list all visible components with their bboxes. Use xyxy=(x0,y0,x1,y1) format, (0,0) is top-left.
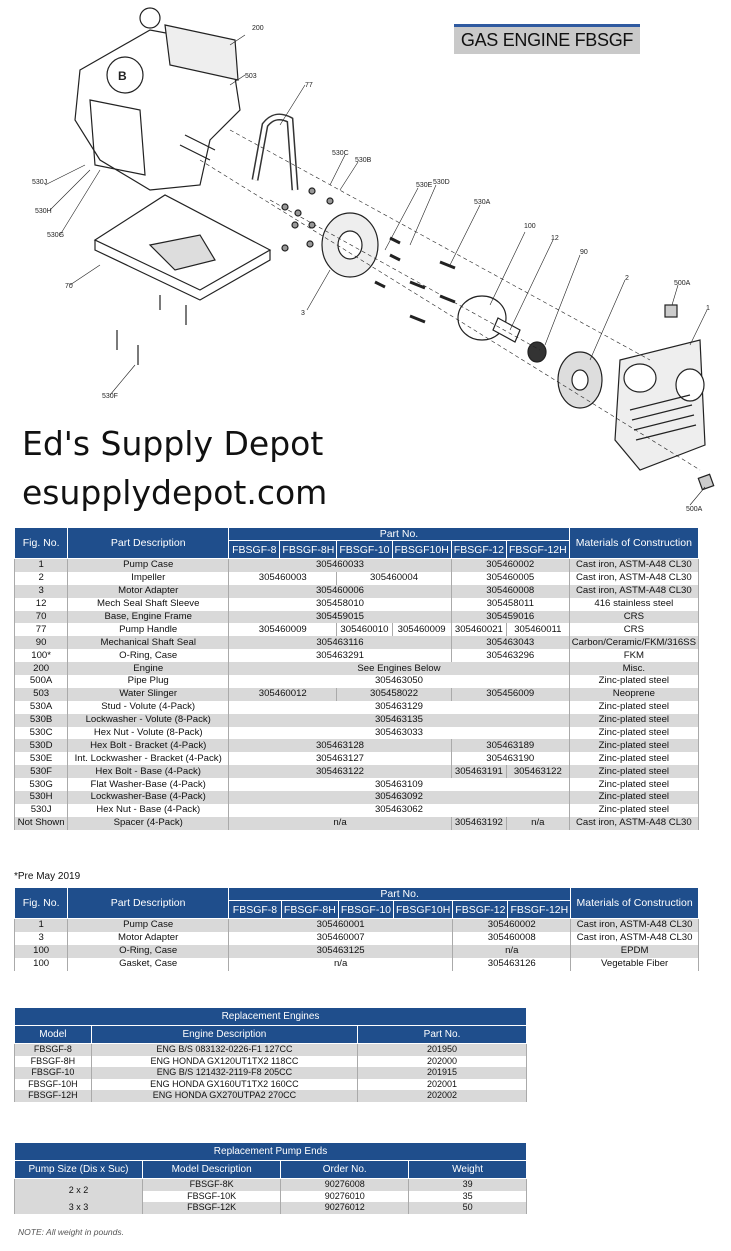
table-row xyxy=(15,623,699,636)
part-no-cell: 305456009 xyxy=(451,688,569,701)
part-no-cell: 305460008 xyxy=(451,585,569,598)
diagram-label: 530B xyxy=(355,157,372,164)
engine-cell: ENG HONDA GX270UTPA2 270CC xyxy=(91,1090,357,1102)
engines-column-header: Model xyxy=(15,1026,92,1044)
engines-column-header: Engine Description xyxy=(91,1026,357,1044)
part-no-cell: n/a xyxy=(229,958,453,971)
table-row xyxy=(15,752,699,765)
fig-no-cell: Not Shown xyxy=(15,817,68,830)
pump-size-cell: 2 x 2 xyxy=(15,1179,143,1203)
fig-no-cell: 90 xyxy=(15,636,68,649)
model-column-header: FBSGF-8H xyxy=(281,901,338,919)
part-description-cell: Base, Engine Frame xyxy=(68,611,229,624)
part-no-cell: 305463129 xyxy=(229,701,570,714)
part-description-cell: O-Ring, Case xyxy=(68,649,229,662)
part-no-cell: 305463291 xyxy=(229,649,452,662)
part-description-cell: Lockwasher - Volute (8-Pack) xyxy=(68,714,229,727)
table-row xyxy=(15,958,699,971)
table-row xyxy=(15,1079,527,1091)
part-description-cell: Water Slinger xyxy=(68,688,229,701)
part-description-header: Part Description xyxy=(68,888,229,919)
part-no-cell: 305460012 xyxy=(229,688,337,701)
part-no-cell: 305463050 xyxy=(229,675,570,688)
diagram-label: 77 xyxy=(305,82,313,89)
fig-no-cell: 2 xyxy=(15,572,68,585)
part-description-cell: Pump Handle xyxy=(68,623,229,636)
part-no-cell: 305460011 xyxy=(506,623,569,636)
material-cell: 416 stainless steel xyxy=(569,598,698,611)
engine-cell: 202001 xyxy=(358,1079,527,1091)
diagram-label: 200 xyxy=(252,25,264,32)
materials-header: Materials of Construction xyxy=(571,888,699,919)
pump-end-cell: 39 xyxy=(409,1179,527,1191)
parts-table xyxy=(14,527,699,830)
table-row xyxy=(15,1090,527,1102)
part-no-cell: 305463125 xyxy=(229,945,453,958)
pump-end-cell: 35 xyxy=(409,1191,527,1203)
part-no-cell: 305460003 xyxy=(229,572,337,585)
engine-cell: FBSGF-8H xyxy=(15,1056,92,1068)
diagram-label: 530J xyxy=(32,179,48,186)
part-no-cell: 305463033 xyxy=(229,727,570,740)
part-description-cell: Hex Bolt - Base (4-Pack) xyxy=(68,765,229,778)
table-row xyxy=(15,714,699,727)
part-no-cell: 305460002 xyxy=(451,559,569,572)
material-cell: Misc. xyxy=(569,662,698,675)
table-row xyxy=(15,919,699,932)
table-row xyxy=(15,1056,527,1068)
part-no-cell: n/a xyxy=(453,945,571,958)
fig-no-cell: 12 xyxy=(15,598,68,611)
table-row xyxy=(15,791,699,804)
part-no-cell: 305460021 xyxy=(451,623,506,636)
table-row xyxy=(15,765,699,778)
material-cell: Cast iron, ASTM-A48 CL30 xyxy=(569,585,698,598)
replacement-engines-table xyxy=(14,1007,527,1102)
material-cell: Zinc-plated steel xyxy=(569,791,698,804)
material-cell: Cast iron, ASTM-A48 CL30 xyxy=(569,572,698,585)
fig-no-cell: 530E xyxy=(15,752,68,765)
material-cell: CRS xyxy=(569,611,698,624)
part-description-cell: Motor Adapter xyxy=(68,585,229,598)
part-no-cell: 305460010 xyxy=(337,623,392,636)
part-no-cell: 305463191 xyxy=(451,765,506,778)
part-no-cell: 305463189 xyxy=(451,739,569,752)
svg-text:B: B xyxy=(118,69,127,83)
part-no-cell: See Engines Below xyxy=(229,662,570,675)
model-column-header: FBSGF-10 xyxy=(338,901,393,919)
part-no-cell: n/a xyxy=(506,817,569,830)
part-no-cell: 305458010 xyxy=(229,598,452,611)
table-row xyxy=(15,585,699,598)
table-row xyxy=(15,778,699,791)
material-cell: Neoprene xyxy=(569,688,698,701)
engine-cell: ENG B/S 121432-2119-F8 205CC xyxy=(91,1067,357,1079)
material-cell: Zinc-plated steel xyxy=(569,675,698,688)
material-cell: Zinc-plated steel xyxy=(569,778,698,791)
table-row xyxy=(15,1067,527,1079)
material-cell: Zinc-plated steel xyxy=(569,804,698,817)
part-no-cell: 305460008 xyxy=(453,932,571,945)
pump-end-cell: 90276010 xyxy=(281,1191,409,1203)
material-cell: Zinc-plated steel xyxy=(569,727,698,740)
engine-cell: 201950 xyxy=(358,1044,527,1056)
diagram-label: 530A xyxy=(474,199,491,206)
model-column-header: FBSGF10H xyxy=(392,541,451,559)
diagram-label: 530C xyxy=(332,150,349,157)
fig-no-cell: 530J xyxy=(15,804,68,817)
fig-no-cell: 530H xyxy=(15,791,68,804)
model-column-header: FBSGF-12H xyxy=(508,901,571,919)
fig-no-cell: 100* xyxy=(15,649,68,662)
diagram-label: 500A xyxy=(674,280,691,287)
material-cell: Cast iron, ASTM-A48 CL30 xyxy=(571,932,699,945)
part-no-cell: 305458022 xyxy=(337,688,451,701)
part-no-cell: 305460007 xyxy=(229,932,453,945)
part-description-cell: Pump Case xyxy=(68,559,229,572)
model-column-header: FBSGF-12H xyxy=(506,541,569,559)
part-description-cell: Hex Nut - Base (4-Pack) xyxy=(68,804,229,817)
pre-2019-parts-table xyxy=(14,887,699,971)
diagram-label: 100 xyxy=(524,223,536,230)
pump-ends-column-header: Model Description xyxy=(143,1161,281,1179)
table-row xyxy=(15,1179,527,1191)
engines-caption: Replacement Engines xyxy=(15,1008,527,1026)
pump-end-cell: FBSGF-8K xyxy=(143,1179,281,1191)
replacement-pump-ends-table xyxy=(14,1142,527,1214)
part-no-cell: 305463109 xyxy=(229,778,570,791)
material-cell: Carbon/Ceramic/FKM/316SS xyxy=(569,636,698,649)
engine-cell: ENG HONDA GX160UT1TX2 160CC xyxy=(91,1079,357,1091)
pump-end-cell: 50 xyxy=(409,1202,527,1214)
pump-size-cell: 3 x 3 xyxy=(15,1202,143,1214)
diagram-label: 70 xyxy=(65,283,73,290)
material-cell: Cast iron, ASTM-A48 CL30 xyxy=(571,919,699,932)
engine-cell: 202002 xyxy=(358,1090,527,1102)
material-cell: CRS xyxy=(569,623,698,636)
fig-no-cell: 530C xyxy=(15,727,68,740)
part-no-cell: 305460002 xyxy=(453,919,571,932)
fig-no-header: Fig. No. xyxy=(15,528,68,559)
weight-note: NOTE: All weight in pounds. xyxy=(18,1227,124,1237)
part-description-cell: Flat Washer-Base (4-Pack) xyxy=(68,778,229,791)
pump-end-cell: 90276008 xyxy=(281,1179,409,1191)
part-no-cell: 305463128 xyxy=(229,739,452,752)
part-no-cell: 305460009 xyxy=(229,623,337,636)
part-no-cell: 305459016 xyxy=(451,611,569,624)
fig-no-header: Fig. No. xyxy=(15,888,68,919)
part-description-cell: Lockwasher-Base (4-Pack) xyxy=(68,791,229,804)
part-no-cell: 305460033 xyxy=(229,559,452,572)
part-no-cell: 305460004 xyxy=(337,572,451,585)
model-column-header: FBSGF-10 xyxy=(337,541,392,559)
pump-ends-column-header: Pump Size (Dis x Suc) xyxy=(15,1161,143,1179)
part-no-cell: 305463126 xyxy=(453,958,571,971)
fig-no-cell: 3 xyxy=(15,932,68,945)
diagram-label: 530E xyxy=(416,182,433,189)
company-name: Ed's Supply Depot xyxy=(22,424,324,463)
model-column-header: FBSGF-8H xyxy=(280,541,337,559)
material-cell: Zinc-plated steel xyxy=(569,714,698,727)
part-description-cell: Mech Seal Shaft Sleeve xyxy=(68,598,229,611)
model-column-header: FBSGF10H xyxy=(394,901,453,919)
material-cell: Cast iron, ASTM-A48 CL30 xyxy=(569,559,698,572)
engine-cell: 202000 xyxy=(358,1056,527,1068)
fig-no-cell: 1 xyxy=(15,559,68,572)
part-description-cell: Hex Nut - Volute (8-Pack) xyxy=(68,727,229,740)
fig-no-cell: 200 xyxy=(15,662,68,675)
diagram-label: 530D xyxy=(433,179,450,186)
part-description-cell: Impeller xyxy=(68,572,229,585)
table-row xyxy=(15,649,699,662)
fig-no-cell: 530A xyxy=(15,701,68,714)
table-row xyxy=(15,701,699,714)
table-row xyxy=(15,817,699,830)
materials-header: Materials of Construction xyxy=(569,528,698,559)
fig-no-cell: 530B xyxy=(15,714,68,727)
part-no-cell: 305460006 xyxy=(229,585,452,598)
engine-cell: FBSGF-12H xyxy=(15,1090,92,1102)
part-no-cell: 305458011 xyxy=(451,598,569,611)
part-description-cell: Gasket, Case xyxy=(68,958,229,971)
part-no-cell: 305463296 xyxy=(451,649,569,662)
part-description-cell: Spacer (4-Pack) xyxy=(68,817,229,830)
part-description-cell: Motor Adapter xyxy=(68,932,229,945)
fig-no-cell: 1 xyxy=(15,919,68,932)
part-no-cell: 305463190 xyxy=(451,752,569,765)
fig-no-cell: 77 xyxy=(15,623,68,636)
pump-end-cell: FBSGF-12K xyxy=(143,1202,281,1214)
fig-no-cell: 100 xyxy=(15,958,68,971)
diagram-label: 530G xyxy=(47,232,65,239)
fig-no-cell: 530F xyxy=(15,765,68,778)
part-no-cell: n/a xyxy=(229,817,452,830)
part-no-cell: 305460005 xyxy=(451,572,569,585)
part-no-cell: 305463043 xyxy=(451,636,569,649)
diagram-label: 1 xyxy=(706,305,710,312)
table-row xyxy=(15,559,699,572)
table-row xyxy=(15,945,699,958)
fig-no-cell: 70 xyxy=(15,611,68,624)
pre-may-note: *Pre May 2019 xyxy=(14,871,81,882)
model-column-header: FBSGF-12 xyxy=(451,541,506,559)
table-row xyxy=(15,727,699,740)
material-cell: Zinc-plated steel xyxy=(569,765,698,778)
part-no-cell: 305463116 xyxy=(229,636,452,649)
part-description-cell: O-Ring, Case xyxy=(68,945,229,958)
table-row xyxy=(15,572,699,585)
part-no-cell: 305463127 xyxy=(229,752,452,765)
fig-no-cell: 503 xyxy=(15,688,68,701)
table-row xyxy=(15,1044,527,1056)
pump-ends-caption: Replacement Pump Ends xyxy=(15,1143,527,1161)
table-row xyxy=(15,598,699,611)
material-cell: Vegetable Fiber xyxy=(571,958,699,971)
table-row xyxy=(15,739,699,752)
table-row xyxy=(15,1202,527,1214)
engine-cell: ENG HONDA GX120UT1TX2 118CC xyxy=(91,1056,357,1068)
part-no-cell: 305463092 xyxy=(229,791,570,804)
pump-ends-column-header: Order No. xyxy=(281,1161,409,1179)
diagram-label: 500A xyxy=(686,506,703,513)
engine-cell: FBSGF-10H xyxy=(15,1079,92,1091)
page-title: GAS ENGINE FBSGF xyxy=(454,24,640,54)
part-no-cell: 305463122 xyxy=(229,765,452,778)
pump-end-cell: FBSGF-10K xyxy=(143,1191,281,1203)
diagram-label: 90 xyxy=(580,249,588,256)
part-no-cell: 305463135 xyxy=(229,714,570,727)
table-row xyxy=(15,611,699,624)
part-description-cell: Pump Case xyxy=(68,919,229,932)
diagram-label: 530H xyxy=(35,208,52,215)
material-cell: FKM xyxy=(569,649,698,662)
part-no-header: Part No. xyxy=(229,528,570,541)
part-no-cell: 305463062 xyxy=(229,804,570,817)
part-no-cell: 305459015 xyxy=(229,611,452,624)
engines-column-header: Part No. xyxy=(358,1026,527,1044)
pump-ends-column-header: Weight xyxy=(409,1161,527,1179)
part-no-cell: 305460009 xyxy=(392,623,451,636)
fig-no-cell: 100 xyxy=(15,945,68,958)
table-row xyxy=(15,932,699,945)
model-column-header: FBSGF-8 xyxy=(229,901,282,919)
engine-cell: ENG B/S 083132-0226-F1 127CC xyxy=(91,1044,357,1056)
table-row xyxy=(15,804,699,817)
material-cell: EPDM xyxy=(571,945,699,958)
material-cell: Zinc-plated steel xyxy=(569,701,698,714)
fig-no-cell: 530G xyxy=(15,778,68,791)
part-no-cell: 305460001 xyxy=(229,919,453,932)
part-description-cell: Pipe Plug xyxy=(68,675,229,688)
engine-cell: FBSGF-8 xyxy=(15,1044,92,1056)
table-row xyxy=(15,675,699,688)
fig-no-cell: 500A xyxy=(15,675,68,688)
model-column-header: FBSGF-12 xyxy=(453,901,508,919)
part-no-header: Part No. xyxy=(229,888,571,901)
part-description-cell: Mechanical Shaft Seal xyxy=(68,636,229,649)
part-description-cell: Engine xyxy=(68,662,229,675)
part-no-cell: 305463192 xyxy=(451,817,506,830)
table-row xyxy=(15,688,699,701)
diagram-label: 12 xyxy=(551,235,559,242)
diagram-label: 2 xyxy=(625,275,629,282)
model-column-header: FBSGF-8 xyxy=(229,541,280,559)
part-no-cell: 305463122 xyxy=(506,765,569,778)
engine-cell: 201915 xyxy=(358,1067,527,1079)
table-row xyxy=(15,662,699,675)
fig-no-cell: 3 xyxy=(15,585,68,598)
part-description-cell: Stud - Volute (4-Pack) xyxy=(68,701,229,714)
part-description-cell: Int. Lockwasher - Bracket (4-Pack) xyxy=(68,752,229,765)
company-url: esupplydepot.com xyxy=(22,473,328,512)
part-description-cell: Hex Bolt - Bracket (4-Pack) xyxy=(68,739,229,752)
diagram-label: 3 xyxy=(301,310,305,317)
material-cell: Cast iron, ASTM-A48 CL30 xyxy=(569,817,698,830)
engine-cell: FBSGF-10 xyxy=(15,1067,92,1079)
table-row xyxy=(15,636,699,649)
part-description-header: Part Description xyxy=(68,528,229,559)
diagram-label: 503 xyxy=(245,73,257,80)
diagram-label: 530F xyxy=(102,393,118,400)
material-cell: Zinc-plated steel xyxy=(569,739,698,752)
pump-end-cell: 90276012 xyxy=(281,1202,409,1214)
fig-no-cell: 530D xyxy=(15,739,68,752)
material-cell: Zinc-plated steel xyxy=(569,752,698,765)
